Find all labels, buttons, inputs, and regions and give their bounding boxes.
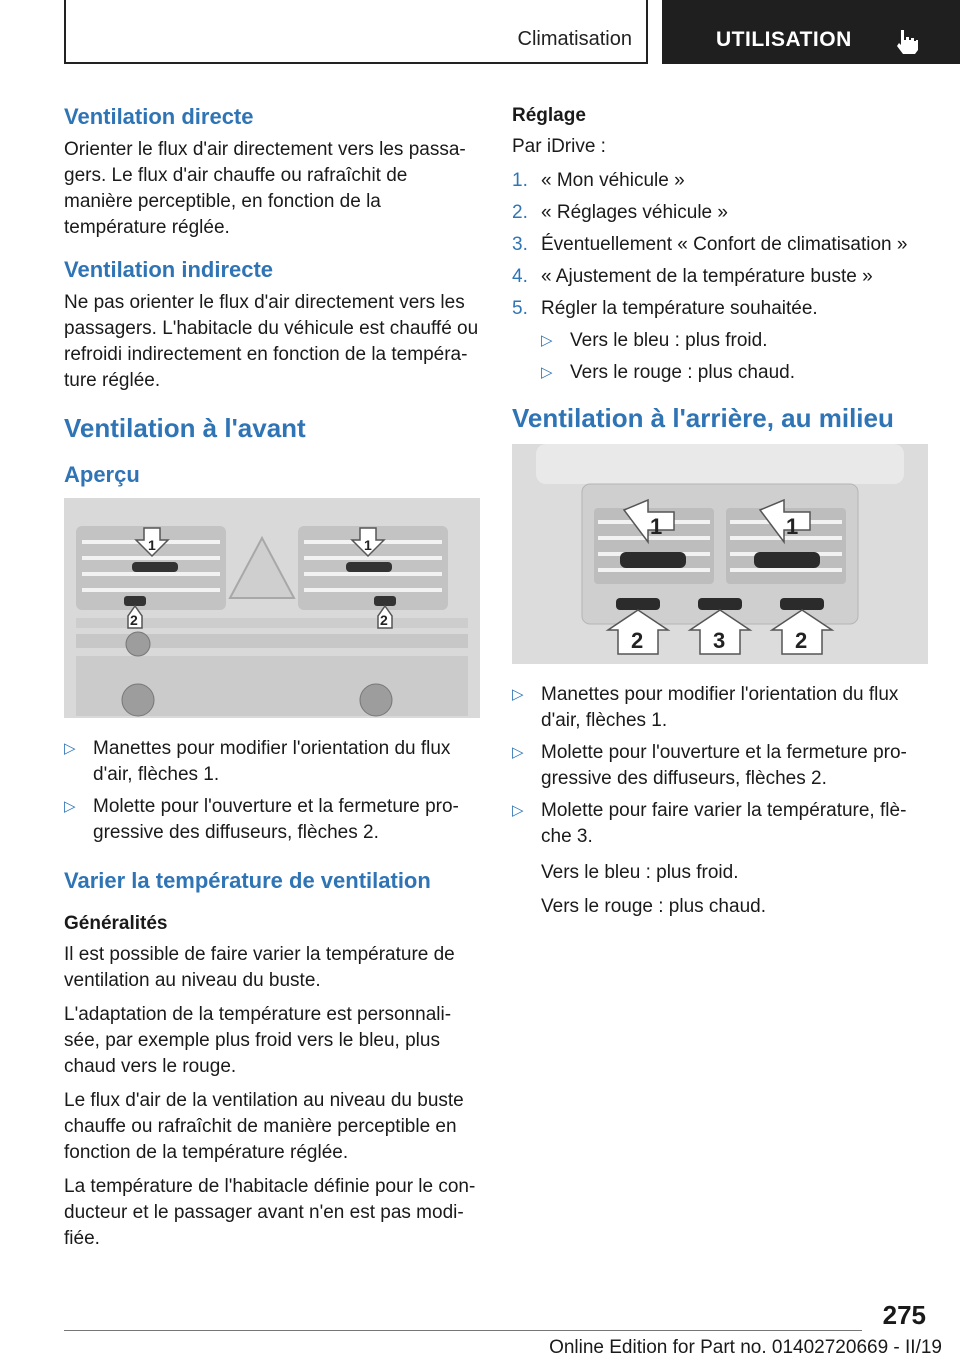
list-marker: ▷ [64,740,76,757]
rear-figure-label-1b: 1 [786,514,799,539]
step-text: « Mon véhicule » [541,170,685,191]
list-item [512,740,928,792]
step-text: Régler la température souhaitée. [541,298,818,319]
steps-list [512,168,928,322]
step-text: « Réglages véhicule » [541,202,728,223]
paragraph: Le flux d'air de la ventilation au niveau du buste chauffe ou rafraîchit de manière perceptible en fonction de la température réglée. [64,1090,464,1163]
step-number: 3. [512,234,528,255]
paragraph-ventilation-directe: Orienter le flux d'air directement vers les passagers. Le flux d'air chauffe ou rafraîchit de manière perceptible, en fonction de la température réglée. [64,139,466,238]
list-item-text: Molette pour faire varier la température, flèche 3. [541,800,907,847]
rear-figure-label-2a: 2 [631,628,644,653]
step-item [512,168,928,194]
heading-ventilation-indirecte: Ventilation indirecte [64,257,274,282]
header-chapter-title: UTILISATION [716,28,852,51]
paragraph-ventilation-indirecte: Ne pas orienter le flux d'air directement vers les passagers. L'habitacle du véhicule est chauffé ou refroidi indirectement en fonction de la température réglée. [64,292,479,391]
hand-pointer-icon [892,26,922,56]
sub-steps-list [541,328,928,386]
list-item-text: Manettes pour modifier l'orientation du flux d'air, flèches 1. [93,738,451,785]
step-text: Éventuellement « Confort de climatisation » [541,234,908,255]
rear-figure-label-1a: 1 [650,514,663,539]
heading-ventilation-directe: Ventilation directe [64,104,254,129]
paragraph: La température de l'habitacle définie pour le conducteur et le passager avant n'en est pas modifiée. [64,1176,476,1249]
front-figure-label-2b: 2 [380,612,388,628]
list-marker: ▷ [512,686,524,703]
front-figure-label-1a: 1 [148,537,156,553]
list-marker: ▷ [541,332,553,349]
rear-bullet-list [512,682,928,850]
rear-vents-figure [512,444,928,664]
note-blue: Vers le bleu : plus froid. [541,862,739,883]
step-text: « Ajustement de la température buste » [541,266,873,287]
step-number: 5. [512,298,528,319]
paragraph: Il est possible de faire varier la température de ventilation au niveau du buste. [64,944,455,991]
list-item-text: Vers le rouge : plus chaud. [570,362,795,383]
heading-ventilation-avant: Ventilation à l'avant [64,413,306,443]
list-item [64,736,480,788]
step-number: 4. [512,266,528,287]
heading-apercu: Aperçu [64,462,140,487]
right-column [512,102,928,928]
page-number: 275 [882,1300,926,1330]
list-marker: ▷ [541,364,553,381]
list-item-text: Molette pour l'ouverture et la fermeture progressive des diffuseurs, flèches 2. [93,796,459,843]
paragraph: L'adaptation de la température est personnalisée, par exemple plus froid vers le bleu, plus chaud vers le rouge. [64,1004,452,1077]
left-column [64,102,480,1260]
rear-figure-label-3: 3 [713,628,726,653]
front-vents-figure [64,498,480,718]
heading-reglage: Réglage [512,105,586,126]
list-item [512,798,928,850]
step-item [512,200,928,226]
list-marker: ▷ [64,798,76,815]
list-item [541,360,928,386]
list-item-text: Manettes pour modifier l'orientation du flux d'air, flèches 1. [541,684,899,731]
list-marker: ▷ [512,744,524,761]
front-figure-label-1b: 1 [364,537,372,553]
paragraph-idrive: Par iDrive : [512,136,606,157]
list-marker: ▷ [512,802,524,819]
heading-ventilation-arriere: Ventilation à l'arrière, au milieu [512,403,894,433]
list-item [541,328,928,354]
list-item-text: Molette pour l'ouverture et la fermeture progressive des diffuseurs, flèches 2. [541,742,907,789]
step-item [512,264,928,290]
step-item [512,232,928,258]
step-number: 2. [512,202,528,223]
list-item-text: Vers le bleu : plus froid. [570,330,768,351]
heading-varier-temperature: Varier la température de ventilation [64,868,431,893]
footer-edition: Online Edition for Part no. 01402720669 - II/19 [549,1337,942,1358]
note-red: Vers le rouge : plus chaud. [541,896,766,917]
front-bullet-list [64,736,480,846]
header-section-title: Climatisation [517,28,632,50]
header-chapter-tab [662,0,960,64]
header-section-box [64,0,648,64]
front-figure-label-2a: 2 [130,612,138,628]
list-item [64,794,480,846]
heading-generalites: Généralités [64,913,168,934]
list-item [512,682,928,734]
step-item [512,296,928,322]
step-number: 1. [512,170,528,191]
rear-figure-label-2b: 2 [795,628,808,653]
footer-divider [64,1330,862,1331]
